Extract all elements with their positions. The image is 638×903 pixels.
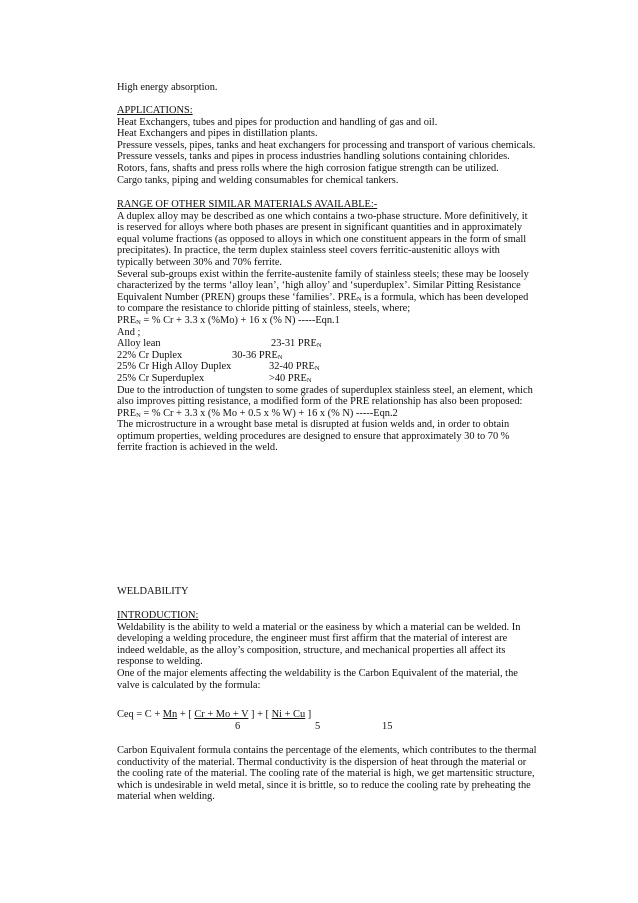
range-paragraph-2: Several sub-groups exist within the ferrite-austenite family of stainless steels; these may be loosely characterized by the terms ‘alloy lean’, ‘high alloy’ and ‘superduplex’. Similar Pitting Resistance Equivalent Number (PREN) groups these ‘families’. $PRE_N$ is a formula, which has been developed to compare the resistance to chloride pitting of stainless, steels, where; — [117, 268, 529, 315]
formula-cr-mo-v: Cr + Mo + V — [194, 709, 249, 720]
grade-name: 25% Cr Superduplex — [117, 372, 205, 384]
grade-range: 23-31 $PRE_N$ — [271, 338, 322, 350]
grade-name: Alloy lean — [117, 338, 161, 350]
equation-1: $PRE_N$ = % Cr + 3.3 x (%Mo) + 16 x (% N) -----Eqn.1 — [117, 314, 340, 326]
grade-range: >40 $PRE_N$ — [269, 372, 312, 384]
applications-section — [117, 105, 537, 186]
weldability-paragraph-2: One of the major elements affecting the weldability is the Carbon Equivalent of the material, the valve is calculated by the formula: — [117, 667, 518, 691]
application-item: Pressure vessels, pipes, tanks and heat exchangers for processing and transport of various chemicals. — [117, 139, 536, 151]
weldability-conclusion — [117, 745, 537, 803]
range-paragraph-4: The microstructure in a wrought base metal is disrupted at fusion welds and, in order to obtain optimum properties, welding procedures are designed to ensure that approximately 30 to 70 % ferrite fraction is achieved in the weld. — [117, 419, 510, 454]
weldability-paragraph-3: Carbon Equivalent formula contains the percentage of the elements, which contributes to the thermal conductivity of the material. Thermal conductivity is the dispersion of heat through the material or the cooling rate of the material. The cooling rate of the material is high, we get martensitic structure, which is undesirable in weld metal, since it is brittle, so to reduce the cooling rate by preheating the material when welding. — [117, 745, 537, 803]
introduction-heading: INTRODUCTION: — [117, 610, 199, 621]
weldability-section — [117, 586, 537, 598]
and-line: And ; — [117, 326, 141, 338]
application-item: Heat Exchangers, tubes and pipes for production and handling of gas and oil. — [117, 116, 438, 128]
grade-range: 32-40 $PRE_N$ — [269, 361, 320, 373]
grade-name: 22% Cr Duplex — [117, 349, 183, 361]
grade-range: 30-36 $PRE_N$ — [232, 349, 283, 361]
application-item: Cargo tanks, piping and welding consumables for chemical tankers. — [117, 174, 399, 186]
equation-2: $PRE_N$ = % Cr + 3.3 x (% Mo + 0.5 x % W) + 16 x (% N) -----Eqn.2 — [117, 407, 398, 419]
intro-text — [117, 82, 537, 94]
formula-line: Ceq = C + Mn + [ Cr + Mo + V ] + [ Ni + Cu ] — [117, 709, 312, 720]
grade-row — [117, 338, 537, 350]
formula-ni-cu: Ni + Cu — [271, 709, 306, 720]
application-item: Heat Exchangers and pipes in distillation plants. — [117, 128, 318, 140]
formula-denominators — [117, 721, 537, 733]
range-section — [117, 199, 537, 454]
intro-line: High energy absorption. — [117, 82, 218, 93]
applications-heading: APPLICATIONS: — [117, 105, 193, 116]
grade-row — [117, 350, 537, 362]
range-heading: RANGE OF OTHER SIMILAR MATERIALS AVAILABLE:- — [117, 199, 378, 210]
application-item: Rotors, fans, shafts and press rolls where the high corrosion fatigue strength can be utilized. — [117, 162, 499, 174]
carbon-equivalent-formula — [117, 709, 537, 732]
range-paragraph-3: Due to the introduction of tungsten to some grades of superduplex stainless steel, an element, which also improves pitting resistance, a modified form of the PRE relationship has also been proposed: — [117, 384, 533, 408]
denominator-15: 15 — [382, 720, 393, 732]
denominator-5: 5 — [315, 720, 321, 732]
grade-row — [117, 361, 537, 373]
weldability-intro — [117, 610, 537, 691]
range-paragraph-1: A duplex alloy may be described as one which contains a two-phase structure. More definitively, it is reserved for alloys where both phases are present in significant quantities and in approximately equal volume fractions (as opposed to alloys in which one constituent appears in the form of small precipitates). In practice, the term duplex stainless steel covers ferritic-austenitic alloys with typically between 30% and 70% ferrite. — [117, 210, 528, 268]
weldability-title: WELDABILITY — [117, 586, 189, 597]
application-item: Pressure vessels, tanks and pipes in process industries handling solutions containing chlorides. — [117, 151, 510, 163]
grade-name: 25% Cr High Alloy Duplex — [117, 361, 232, 373]
formula-mn: Mn — [162, 709, 178, 720]
denominator-6: 6 — [235, 720, 241, 732]
weldability-paragraph-1: Weldability is the ability to weld a material or the easiness by which a material can be welded. In developing a welding procedure, the engineer must first affirm that the material of interest are indeed weldable, as the alloy’s composition, structure, and mechanical properties all affect its response to welding. — [117, 621, 521, 668]
grade-row — [117, 373, 537, 385]
